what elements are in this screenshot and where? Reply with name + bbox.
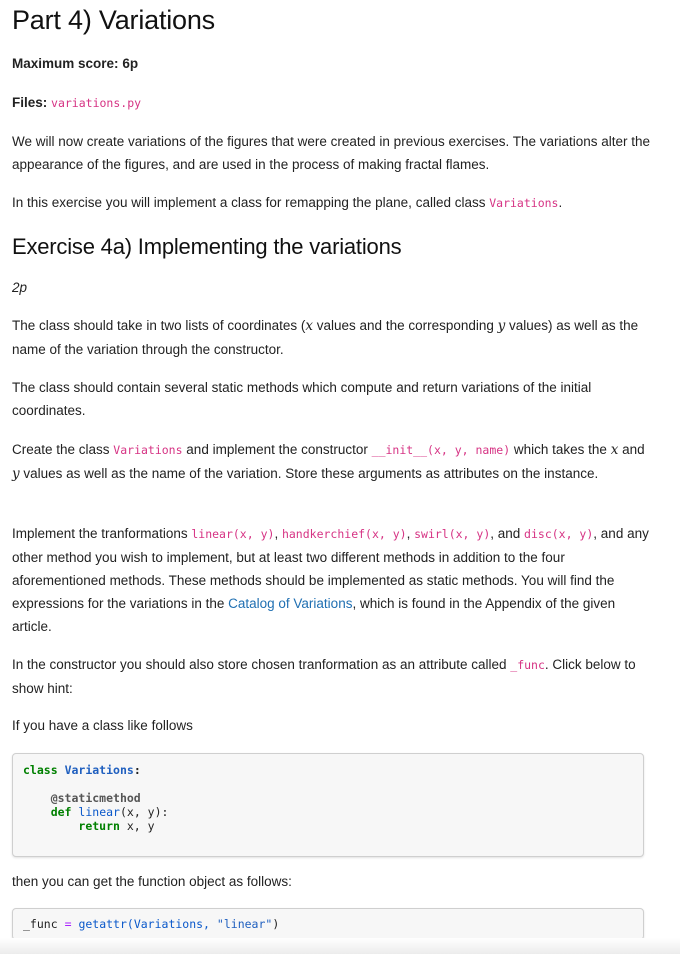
p3-code-init: __init__(x, y, name) bbox=[371, 443, 511, 457]
code-swirl: swirl(x, y) bbox=[414, 527, 491, 541]
code-return-values: x, y bbox=[126, 819, 155, 833]
math-y: y bbox=[497, 318, 506, 334]
paragraph-class-example-intro: If you have a class like follows bbox=[12, 718, 193, 733]
p3-text-b: and implement the constructor bbox=[182, 442, 372, 457]
code-handkerchief: handkerchief(x, y) bbox=[281, 527, 407, 541]
intro-paragraph: We will now create variations of the figures that were created in previous exercises. The variations alter the appearance of the figures, and are used in the process of making fractal flames. bbox=[12, 134, 651, 172]
paragraph-create-class bbox=[12, 438, 652, 486]
code-variable: _func bbox=[23, 917, 58, 931]
code-string: "linear" bbox=[216, 917, 273, 931]
paragraph-transformations bbox=[12, 522, 652, 638]
paragraph-static-methods: The class should contain several static methods which compute and return variations of the initial coordinates. bbox=[12, 380, 592, 418]
p4-text-b: , and any other method you wish to implement, but at least two different methods in addition to the four aforementioned methods. These methods should be implemented as static methods. You will find the expressions for the variations in the bbox=[12, 526, 649, 611]
p5-text-b: . Click below to show hint: bbox=[12, 657, 636, 696]
code-content bbox=[13, 909, 643, 939]
page-title: Part 4) Variations bbox=[12, 5, 215, 35]
paragraph-constructor-input bbox=[12, 314, 652, 361]
p4-sep-2: , bbox=[406, 526, 415, 541]
bottom-fade bbox=[0, 938, 680, 954]
code-keyword: def bbox=[50, 805, 72, 819]
paragraph-func-attribute bbox=[12, 653, 652, 700]
code-decorator: @staticmethod bbox=[50, 791, 141, 805]
code-function-name: linear bbox=[78, 805, 120, 819]
p3-text-d: and bbox=[618, 442, 645, 457]
p3-text-c: which takes the bbox=[510, 442, 611, 457]
p1-text-a: The class should take in two lists of coordinates ( bbox=[12, 318, 306, 333]
p4-text-c: , which is found in the Appendix of the given article. bbox=[12, 596, 616, 634]
exercise-points: 2p bbox=[12, 280, 28, 295]
intro2-paragraph bbox=[12, 191, 652, 215]
p1-text-c: values) as well as the name of the variation through the constructor. bbox=[12, 318, 639, 357]
max-score-label: Maximum score: bbox=[12, 56, 119, 71]
intro2-text: In this exercise you will implement a class for remapping the plane, called class bbox=[12, 195, 490, 210]
files-value: variations.py bbox=[51, 96, 142, 110]
code-params: (x, y): bbox=[119, 805, 169, 819]
p3-code-class: Variations bbox=[113, 443, 183, 457]
code-keyword: class bbox=[23, 763, 58, 777]
files-label: Files: bbox=[12, 95, 48, 110]
code-func: _func bbox=[510, 658, 545, 672]
p4-sep-1: , bbox=[274, 526, 282, 541]
p1-text-b: values and the corresponding bbox=[313, 318, 498, 333]
paragraph-getattr-intro: then you can get the function object as follows: bbox=[12, 874, 292, 889]
p3-text-e: values as well as the name of the variation. Store these arguments as attributes on the instance. bbox=[19, 466, 599, 481]
p3-text-a: Create the class bbox=[12, 442, 114, 457]
p4-text-a: Implement the tranformations bbox=[12, 526, 192, 541]
code-content bbox=[13, 754, 643, 842]
code-block-class-example bbox=[12, 753, 644, 857]
p5-text-a: In the constructor you should also store chosen tranformation as an attribute called bbox=[12, 657, 511, 672]
p4-sep-3: , and bbox=[490, 526, 525, 541]
code-block-getattr bbox=[12, 908, 644, 940]
files-line bbox=[12, 91, 652, 115]
intro2-code: Variations bbox=[489, 196, 559, 210]
code-keyword: return bbox=[78, 819, 120, 833]
code-disc: disc(x, y) bbox=[524, 527, 594, 541]
max-score-value: 6p bbox=[122, 56, 139, 71]
math-x: x bbox=[610, 442, 619, 458]
exercise-title: Exercise 4a) Implementing the variations bbox=[12, 234, 402, 259]
code-close-paren: ) bbox=[272, 917, 280, 931]
intro2-end: . bbox=[558, 195, 563, 210]
max-score-line bbox=[12, 52, 652, 75]
code-class-name: Variations bbox=[64, 763, 134, 777]
code-call: getattr(Variations, bbox=[78, 917, 217, 931]
catalog-of-variations-link[interactable]: Catalog of Variations bbox=[228, 596, 353, 611]
math-y: y bbox=[12, 466, 20, 482]
code-colon: : bbox=[133, 763, 141, 777]
code-linear: linear(x, y) bbox=[191, 527, 275, 541]
math-x: x bbox=[305, 318, 314, 334]
code-operator: = bbox=[64, 917, 72, 931]
